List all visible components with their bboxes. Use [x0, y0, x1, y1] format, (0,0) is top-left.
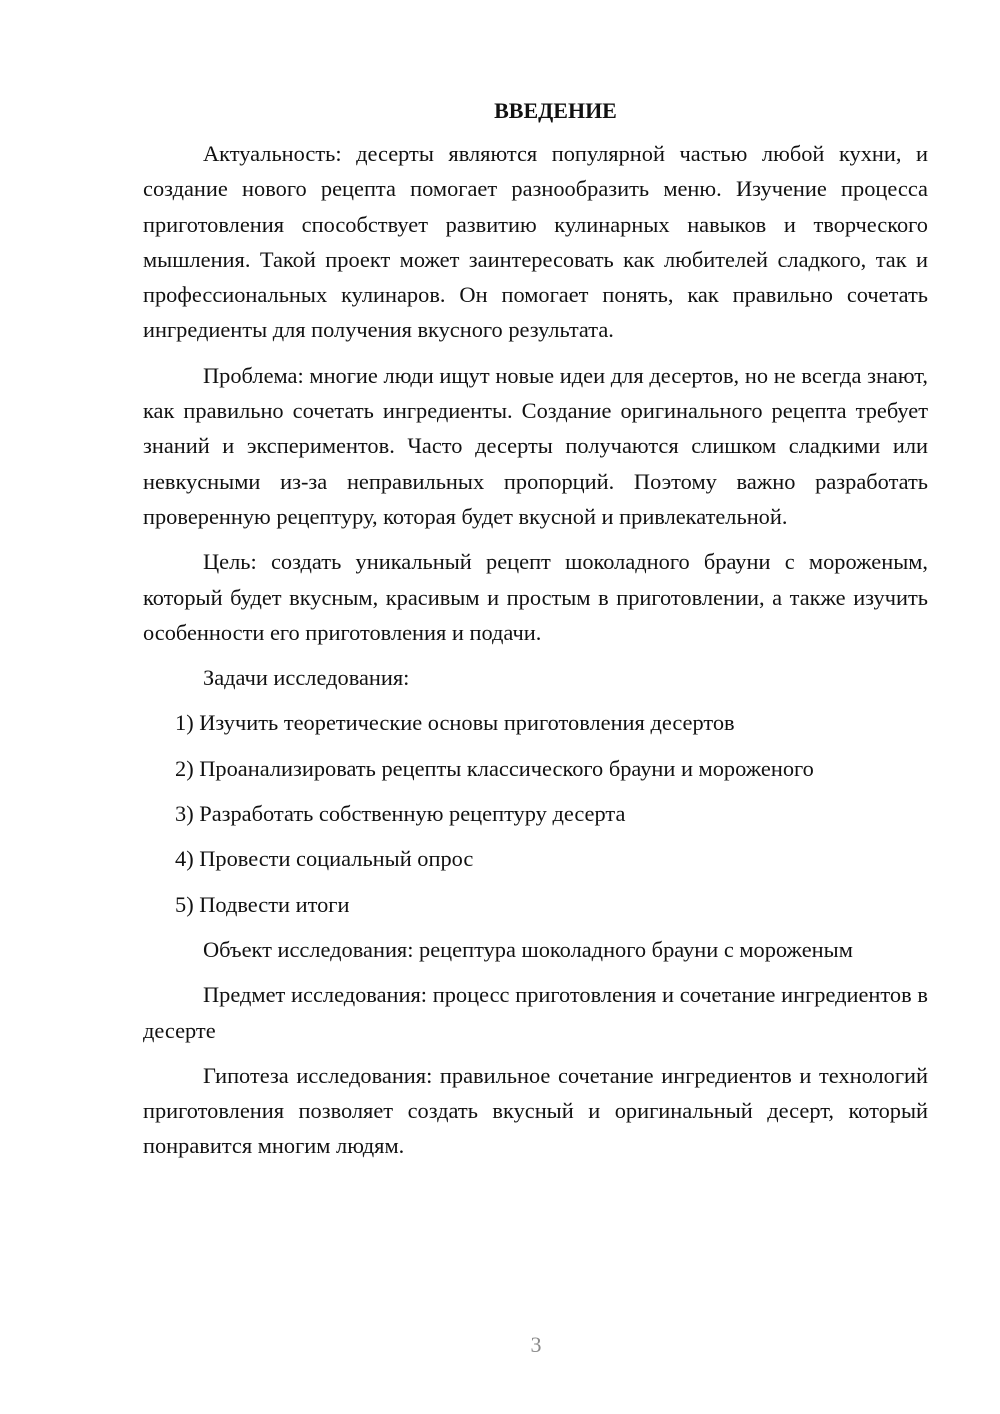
tasks-list: [143, 705, 928, 921]
paragraph-relevance: Актуальность: десерты являются популярной частью любой кухни, и создание нового рецепта помогает разнообразить меню. Изучение процесса приготовления способствует развитию кулинарных навыков и творческого мышления. Такой проект может заинтересовать как любителей сладкого, так и профессиональных кулинаров. Он помогает понять, как правильно сочетать ингредиенты для получения вкусного результата.: [143, 141, 928, 343]
page-number: 3: [530, 1332, 542, 1357]
paragraph-goal: Цель: создать уникальный рецепт шоколадного брауни с мороженым, который будет вкусным, красивым и простым в приготовлении, а также изучить особенности его приготовления и подачи.: [143, 549, 928, 645]
section-heading: ВВЕДЕНИЕ: [494, 98, 617, 123]
paragraph-subject: Предмет исследования: процесс приготовления и сочетание ингредиентов в десерте: [143, 982, 928, 1043]
list-item: 2) Проанализировать рецепты классического брауни и мороженого: [175, 755, 814, 781]
document-page: [143, 96, 928, 1174]
paragraph-problem: Проблема: многие люди ищут новые идеи для десертов, но не всегда знают, как правильно сочетать ингредиенты. Создание оригинального рецепта требует знаний и экспериментов. Часто десерты получаются слишком сладкими или невкусными из-за неправильных пропорций. Поэтому важно разработать проверенную рецептуру, которая будет вкусной и привлекательной.: [143, 362, 928, 529]
paragraph-object: Объект исследования: рецептура шоколадного брауни с мороженым: [203, 936, 853, 962]
list-item: 5) Подвести итоги: [175, 891, 350, 917]
paragraph-hypothesis: Гипотеза исследования: правильное сочетание ингредиентов и технологий приготовления позволяет создать вкусный и оригинальный десерт, который понравится многим людям.: [143, 1062, 928, 1159]
list-item: 3) Разработать собственную рецептуру десерта: [175, 801, 626, 827]
list-item: 1) Изучить теоретические основы приготовления десертов: [175, 710, 735, 736]
tasks-label: Задачи исследования:: [203, 665, 410, 691]
list-item: 4) Провести социальный опрос: [175, 846, 474, 872]
